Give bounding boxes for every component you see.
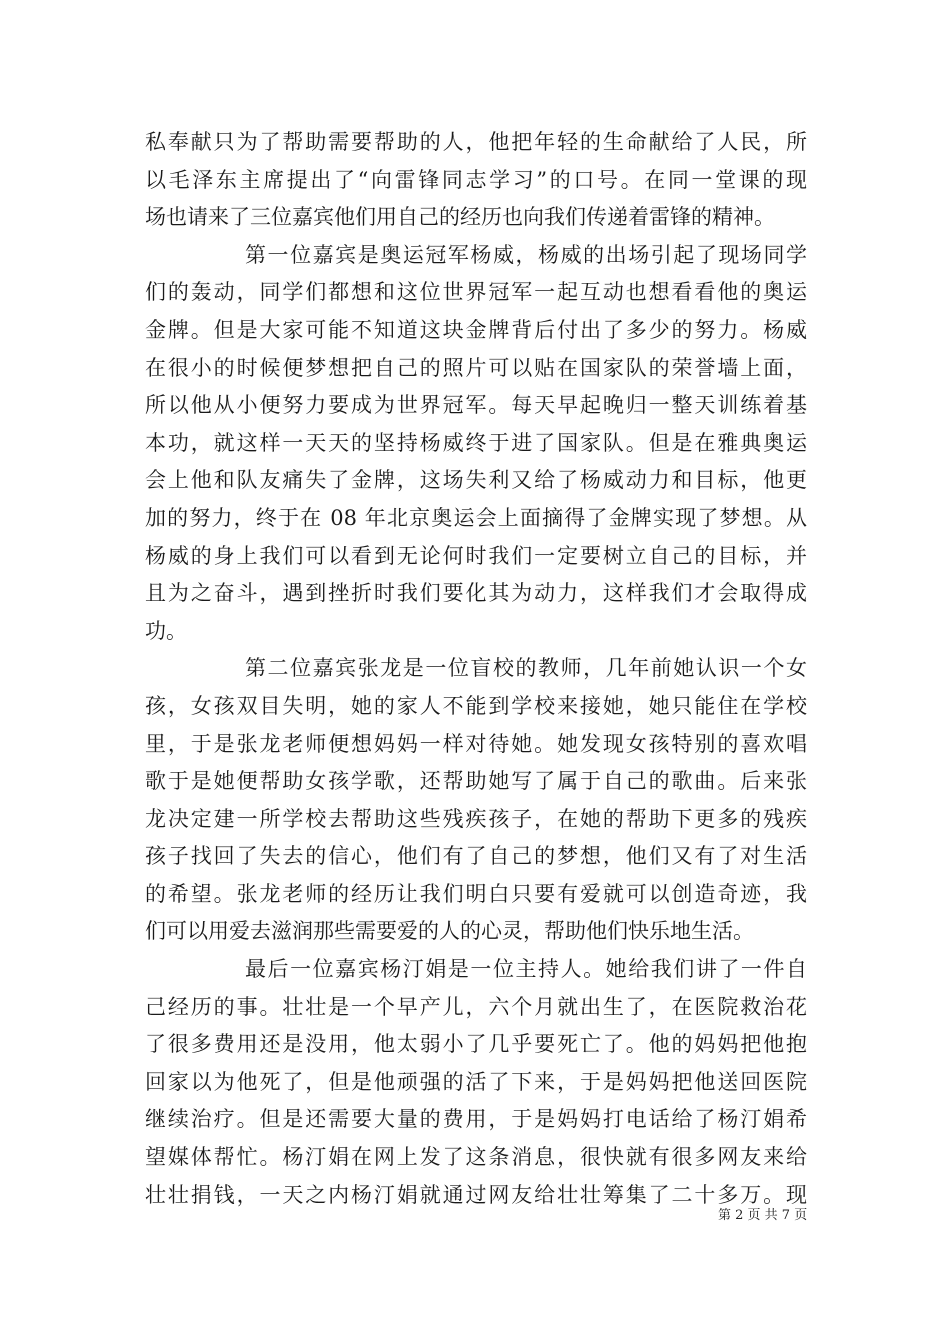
text-line: 了很多费用还是没用，他太弱小了几乎要死亡了。他的妈妈把他抱 [145,1032,807,1057]
text-line: 在很小的时候便梦想把自己的照片可以贴在国家队的荣誉墙上面， [145,355,807,380]
page-number-footer: 第 2 页 共 7 页 [718,1208,808,1223]
text-line: 孩，女孩双目失明，她的家人不能到学校来接她，她只能住在学校 [145,693,807,718]
text-line: 歌于是她便帮助女孩学歌，还帮助她写了属于自己的歌曲。后来张 [145,769,807,794]
text-line: 本功，就这样一天天的坚持杨威终于进了国家队。但是在雅典奥运 [145,430,807,455]
text-line: 回家以为他死了，但是他顽强的活了下来，于是妈妈把他送回医院 [145,1069,807,1094]
text-line: 己经历的事。壮壮是一个早产儿，六个月就出生了，在医院救治花 [145,994,807,1019]
text-line: 私奉献只为了帮助需要帮助的人，他把年轻的生命献给了人民，所 [145,130,807,154]
paragraph-first-line: 第一位嘉宾是奥运冠军杨威，杨威的出场引起了现场同学 [245,242,807,267]
text-line: 壮壮捐钱，一天之内杨汀娟就通过网友给壮壮筹集了二十多万。现 [145,1182,807,1207]
paragraph-first-line: 最后一位嘉宾杨汀娟是一位主持人。她给我们讲了一件自 [245,957,807,982]
text-line: 里，于是张龙老师便想妈妈一样对待她。她发现女孩特别的喜欢唱 [145,731,807,756]
text-line: 们可以用爱去滋润那些需要爱的人的心灵，帮助他们快乐地生活。 [145,919,754,944]
text-line: 以毛泽东主席提出了“向雷锋同志学习”的口号。在同一堂课的现 [145,167,807,192]
text-line: 龙决定建一所学校去帮助这些残疾孩子，在她的帮助下更多的残疾 [145,806,807,831]
text-line: 场也请来了三位嘉宾他们用自己的经历也向我们传递着雷锋的精神。 [145,205,775,230]
text-line: 且为之奋斗，遇到挫折时我们要化其为动力，这样我们才会取得成 [145,581,807,606]
text-line: 们的轰动，同学们都想和这位世界冠军一起互动也想看看他的奥运 [145,280,807,305]
text-line: 望媒体帮忙。杨汀娟在网上发了这条消息，很快就有很多网友来给 [145,1145,807,1170]
text-line: 功。 [145,618,187,643]
text-line: 所以他从小便努力要成为世界冠军。每天早起晚归一整天训练着基 [145,393,807,418]
text-line: 孩子找回了失去的信心，他们有了自己的梦想，他们又有了对生活 [145,844,807,869]
paragraph-first-line: 第二位嘉宾张龙是一位盲校的教师，几年前她认识一个女 [245,656,807,681]
text-line: 的希望。张龙老师的经历让我们明白只要有爱就可以创造奇迹，我 [145,881,807,906]
text-line: 继续治疗。但是还需要大量的费用，于是妈妈打电话给了杨汀娟希 [145,1107,807,1132]
body-text [145,124,807,1214]
text-line: 金牌。但是大家可能不知道这块金牌背后付出了多少的努力。杨威 [145,317,807,342]
text-line: 会上他和队友痛失了金牌，这场失利又给了杨威动力和目标，他更 [145,468,807,493]
text-line: 加的努力，终于在 08 年北京奥运会上面摘得了金牌实现了梦想。从 [145,505,807,530]
text-line: 杨威的身上我们可以看到无论何时我们一定要树立自己的目标，并 [145,543,807,568]
